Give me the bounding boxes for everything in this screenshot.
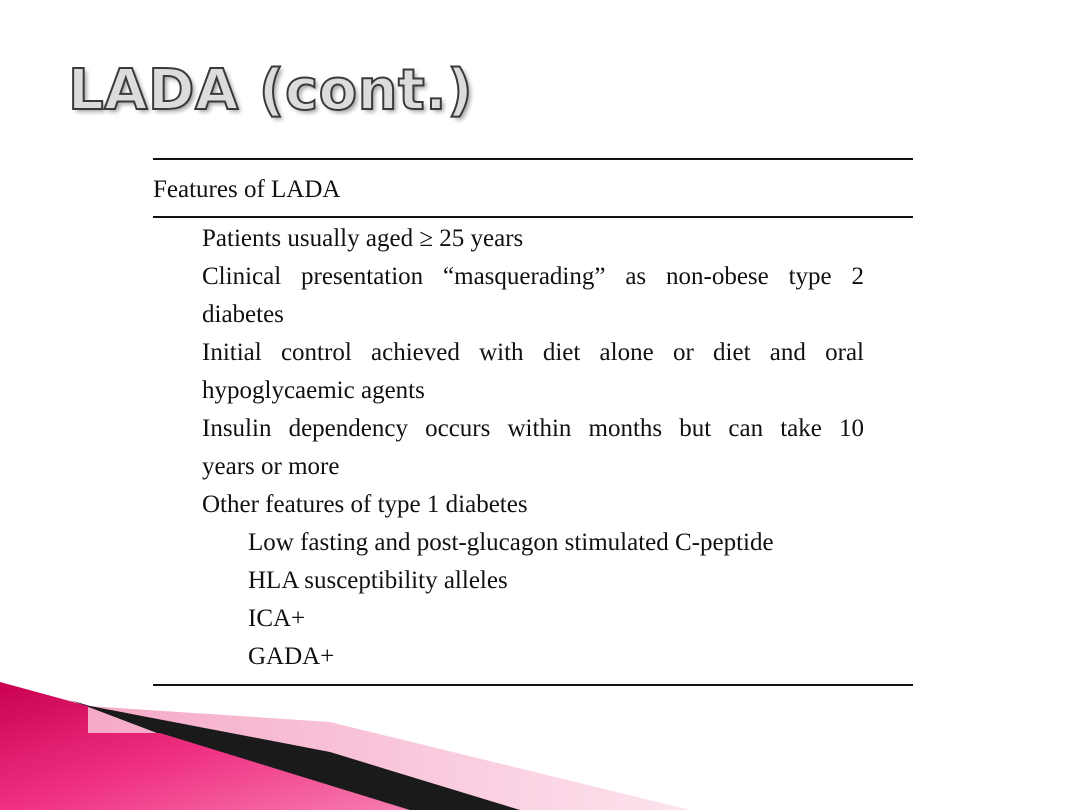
table-row: Other features of type 1 diabetes	[202, 491, 528, 518]
slide-title: LADA (cont.)	[68, 58, 474, 123]
table-row: hypoglycaemic agents	[202, 377, 425, 404]
table-row: Initial control achieved with diet alone or diet and oral	[202, 339, 864, 366]
table-subrow: ICA+	[248, 605, 306, 632]
table-row: years or more	[202, 453, 340, 480]
table-row: Insulin dependency occurs within months but can take 10	[202, 415, 864, 442]
table-row: diabetes	[202, 301, 284, 328]
table-row: Clinical presentation “masquerading” as non-obese type 2	[202, 263, 864, 290]
table-subrow: Low fasting and post-glucagon stimulated C-peptide	[248, 529, 774, 556]
table-subrow: GADA+	[248, 643, 335, 670]
table-row: Patients usually aged ≥ 25 years	[202, 225, 524, 252]
table-header: Features of LADA	[153, 176, 341, 203]
table-subrow: HLA susceptibility alleles	[248, 567, 508, 594]
